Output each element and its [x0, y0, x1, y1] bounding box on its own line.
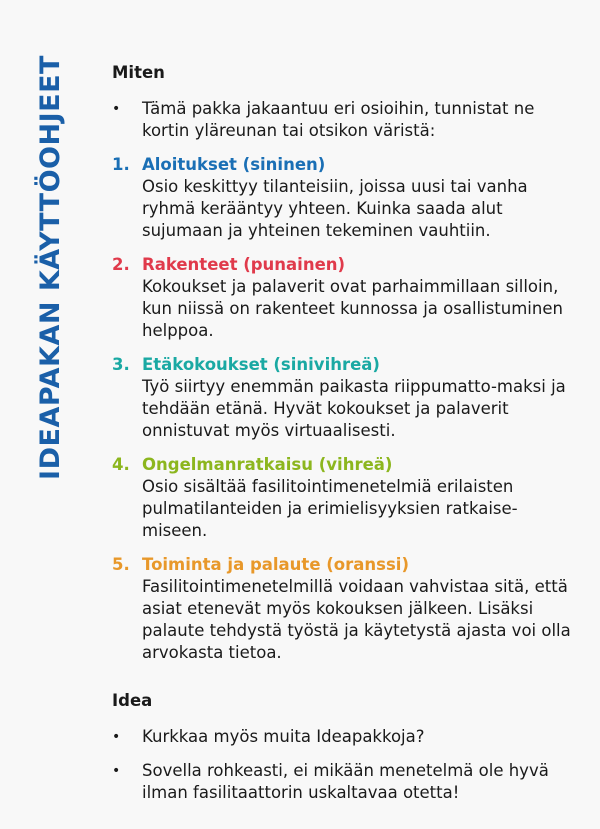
item-text: Kokoukset ja palaverit ovat parhaimmillaan silloin, kun niissä on rakenteet kunnossa ja osallistuminen helppoa.: [142, 277, 563, 340]
list-item-rakenteet: [112, 254, 572, 342]
side-title-text: IDEAPAKAN KÄYTTÖOHJEET: [34, 54, 66, 480]
item-title: Rakenteet (punainen): [142, 255, 346, 274]
item-text: Työ siirtyy enemmän paikasta riippumatto-maksi ja tehdään etänä. Hyvät kokoukset ja palaverit onnistuvat myös virtuaalisesti.: [142, 377, 566, 440]
item-text: Fasilitointimenetelmillä voidaan vahvistaa sitä, että asiat etenevät myös kokouksen jälkeen. Lisäksi palaute tehdystä työstä ja käytetystä ajasta voi olla arvokasta tietoa.: [142, 577, 571, 662]
item-title: Ongelmanratkaisu (vihreä): [142, 455, 393, 474]
item-number: 4.: [112, 455, 130, 474]
item-title: Etäkokoukset (sinivihreä): [142, 355, 380, 374]
list-item-aloitukset: [112, 154, 572, 242]
section-gap: [112, 676, 572, 690]
section-heading-idea: Idea: [112, 691, 153, 710]
item-number: 3.: [112, 355, 130, 374]
list-item-ongelmanratkaisu: [112, 454, 572, 542]
side-title: [28, 54, 72, 480]
item-text: Osio keskittyy tilanteisiin, joissa uusi tai vanha ryhmä kerääntyy yhteen. Kuinka saada alut sujumaan ja yhteinen tekeminen vauhtiin.: [142, 177, 528, 240]
idea-bullet: [112, 726, 572, 748]
item-number: 1.: [112, 155, 130, 174]
instructions-content: [112, 62, 572, 816]
idea-bullet: [112, 760, 572, 804]
intro-bullet: [112, 98, 572, 142]
list-item-toiminta: [112, 554, 572, 664]
item-title: Aloitukset (sininen): [142, 155, 326, 174]
intro-text: Tämä pakka jakaantuu eri osioihin, tunnistat ne kortin yläreunan tai otsikon väristä:: [142, 99, 535, 140]
item-number: 2.: [112, 255, 130, 274]
idea-bullet-text: Kurkkaa myös muita Ideapakkoja?: [142, 727, 425, 746]
item-text: Osio sisältää fasilitointimenetelmiä erilaisten pulmatilanteiden ja erimielisyyksien ratkaise-miseen.: [142, 477, 518, 540]
list-item-etakokoukset: [112, 354, 572, 442]
item-number: 5.: [112, 555, 130, 574]
bullet-icon: •: [112, 763, 121, 779]
item-title: Toiminta ja palaute (oranssi): [142, 555, 409, 574]
idea-bullet-text: Sovella rohkeasti, ei mikään menetelmä ole hyvä ilman fasilitaattorin uskaltavaa otetta!: [142, 761, 549, 802]
bullet-icon: •: [112, 729, 121, 745]
bullet-icon: •: [112, 101, 121, 117]
section-heading-miten: Miten: [112, 63, 165, 82]
